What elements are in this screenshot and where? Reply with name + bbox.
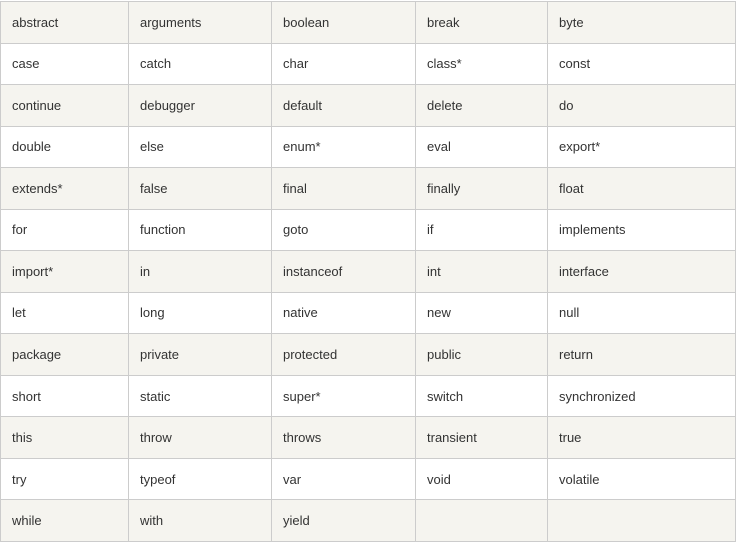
keyword-cell: void bbox=[416, 458, 548, 500]
keyword-cell: debugger bbox=[129, 85, 272, 127]
keyword-cell: class* bbox=[416, 43, 548, 85]
keyword-cell: final bbox=[272, 168, 416, 210]
keyword-cell: for bbox=[1, 209, 129, 251]
table-row bbox=[1, 458, 736, 500]
keyword-cell: var bbox=[272, 458, 416, 500]
keyword-cell: switch bbox=[416, 375, 548, 417]
keyword-cell: super* bbox=[272, 375, 416, 417]
keyword-cell: protected bbox=[272, 334, 416, 376]
keyword-cell: try bbox=[1, 458, 129, 500]
keyword-cell: goto bbox=[272, 209, 416, 251]
keyword-cell bbox=[416, 500, 548, 542]
keyword-cell: finally bbox=[416, 168, 548, 210]
keyword-cell: char bbox=[272, 43, 416, 85]
keyword-cell: with bbox=[129, 500, 272, 542]
keyword-cell: float bbox=[548, 168, 736, 210]
keyword-cell: package bbox=[1, 334, 129, 376]
keyword-cell: synchronized bbox=[548, 375, 736, 417]
keyword-cell: enum* bbox=[272, 126, 416, 168]
keyword-cell: native bbox=[272, 292, 416, 334]
keyword-cell: extends* bbox=[1, 168, 129, 210]
keyword-cell: abstract bbox=[1, 2, 129, 44]
keyword-cell: default bbox=[272, 85, 416, 127]
keyword-cell: break bbox=[416, 2, 548, 44]
keyword-cell: import* bbox=[1, 251, 129, 293]
keyword-cell bbox=[548, 500, 736, 542]
keyword-cell: int bbox=[416, 251, 548, 293]
keyword-cell: transient bbox=[416, 417, 548, 459]
keyword-cell: new bbox=[416, 292, 548, 334]
keyword-cell: eval bbox=[416, 126, 548, 168]
keyword-cell: static bbox=[129, 375, 272, 417]
keyword-cell: public bbox=[416, 334, 548, 376]
keyword-cell: volatile bbox=[548, 458, 736, 500]
table-row bbox=[1, 417, 736, 459]
keyword-cell: else bbox=[129, 126, 272, 168]
keyword-cell: long bbox=[129, 292, 272, 334]
keyword-cell: byte bbox=[548, 2, 736, 44]
keyword-cell: boolean bbox=[272, 2, 416, 44]
keyword-cell: delete bbox=[416, 85, 548, 127]
keyword-cell: export* bbox=[548, 126, 736, 168]
keyword-cell: this bbox=[1, 417, 129, 459]
keyword-cell: in bbox=[129, 251, 272, 293]
keyword-cell: null bbox=[548, 292, 736, 334]
keyword-cell: arguments bbox=[129, 2, 272, 44]
table-row bbox=[1, 2, 736, 44]
keyword-cell: catch bbox=[129, 43, 272, 85]
keyword-cell: let bbox=[1, 292, 129, 334]
keyword-cell: while bbox=[1, 500, 129, 542]
keyword-cell: true bbox=[548, 417, 736, 459]
table-row bbox=[1, 251, 736, 293]
keyword-cell: typeof bbox=[129, 458, 272, 500]
keyword-cell: private bbox=[129, 334, 272, 376]
keyword-cell: false bbox=[129, 168, 272, 210]
table-row bbox=[1, 292, 736, 334]
keywords-table-body bbox=[1, 2, 736, 542]
keyword-cell: const bbox=[548, 43, 736, 85]
keyword-cell: return bbox=[548, 334, 736, 376]
table-row bbox=[1, 375, 736, 417]
keyword-cell: double bbox=[1, 126, 129, 168]
keyword-cell: throw bbox=[129, 417, 272, 459]
table-row bbox=[1, 126, 736, 168]
keyword-cell: throws bbox=[272, 417, 416, 459]
keyword-cell: yield bbox=[272, 500, 416, 542]
table-row bbox=[1, 43, 736, 85]
table-row bbox=[1, 85, 736, 127]
keyword-cell: short bbox=[1, 375, 129, 417]
keyword-cell: function bbox=[129, 209, 272, 251]
table-row bbox=[1, 334, 736, 376]
keyword-cell: instanceof bbox=[272, 251, 416, 293]
keyword-cell: continue bbox=[1, 85, 129, 127]
keyword-cell: implements bbox=[548, 209, 736, 251]
keyword-cell: case bbox=[1, 43, 129, 85]
keyword-cell: do bbox=[548, 85, 736, 127]
keywords-table bbox=[0, 1, 736, 542]
keyword-cell: interface bbox=[548, 251, 736, 293]
table-row bbox=[1, 500, 736, 542]
table-row bbox=[1, 168, 736, 210]
keyword-cell: if bbox=[416, 209, 548, 251]
table-row bbox=[1, 209, 736, 251]
